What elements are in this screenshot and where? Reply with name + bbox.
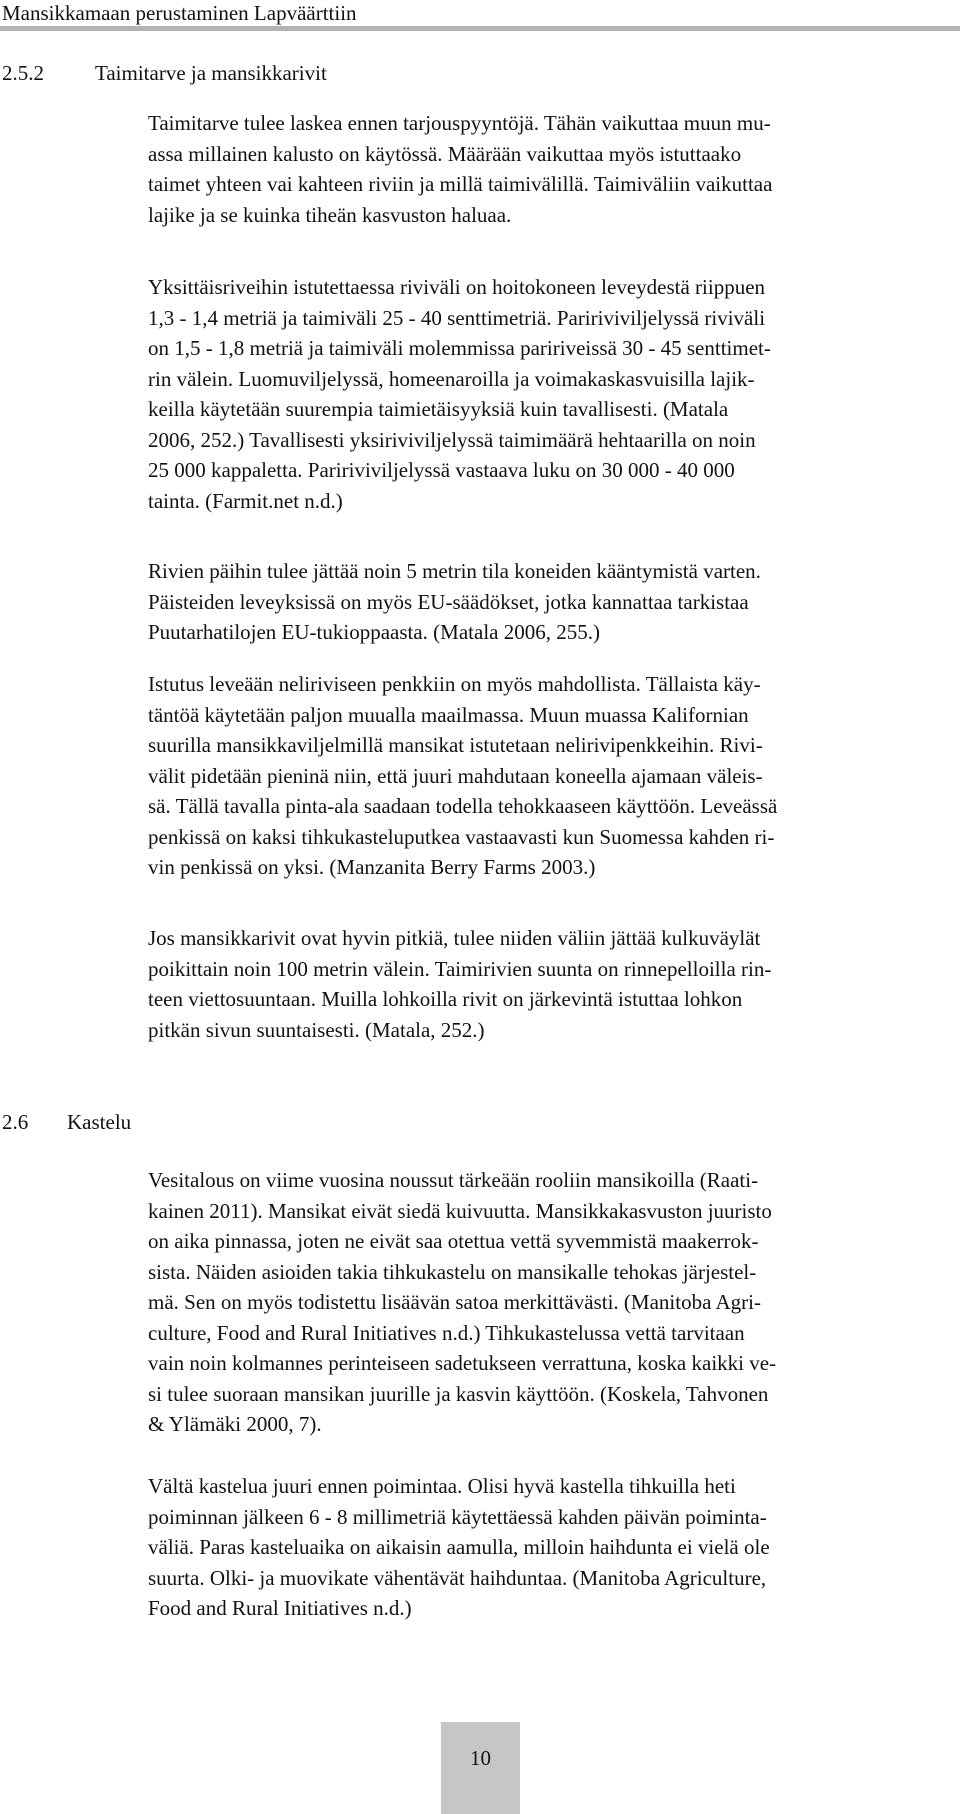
- section-heading-2-5-2: [2, 59, 327, 87]
- section-number: 2.5.2: [2, 61, 44, 85]
- section-title: Taimitarve ja mansikkarivit: [95, 61, 327, 85]
- paragraph: Vesitalous on viime vuosina noussut tärkeään rooliin mansikoilla (Raati- kainen 2011). Mansikat eivät siedä kuivuutta. Mansikkakasvuston juuristo on aika pinnassa, joten ne eivät saa otettua vettä syvemmistä maakerrok- sista. Näiden asioiden takia tihkukastelu on mansikalle tehokas järjestel- mä. Sen on myös todistettu lisäävän satoa merkittävästi. (Manitoba Agri- culture, Food and Rural Initiatives n.d.) Tihkukastelussa vettä tarvitaan vain noin kolmannes perinteiseen sadetukseen verrattuna, koska kaikki ve- si tulee suoraan mansikan juurille ja kasvin käyttöön. (Koskela, Tahvonen & Ylämäki 2000, 7).: [148, 1168, 777, 1436]
- page-number-box: [441, 1722, 520, 1814]
- section-title: Kastelu: [67, 1110, 132, 1134]
- paragraph: Taimitarve tulee laskea ennen tarjouspyyntöjä. Tähän vaikuttaa muun mu- assa millainen kalusto on käytössä. Määrään vaikuttaa myös istuttaako taimet yhteen vai kahteen riviin ja millä taimivälillä. Taimiväliin vaikuttaa lajike ja se kuinka tiheän kasvuston haluaa.: [148, 111, 773, 227]
- running-header: [0, 0, 960, 30]
- paragraph: Yksittäisriveihin istutettaessa riviväli on hoitokoneen leveydestä riippuen 1,3 - 1,4 metriä ja taimiväli 25 - 40 senttimetriä. Paririviviljelyssä riviväli on 1,5 - 1,8 metriä ja taimiväli molemmissa paririveissä 30 - 45 senttimet- rin välein. Luomuviljelyssä, homeenaroilla ja voimakaskasvuisilla lajik- keilla käytetään suurempia taimietäisyyksiä kuin tavallisesti. (Matala 2006, 252.) Tavallisesti yksiriviviljelyssä taimimäärä hehtaarilla on noin 25 000 kappaletta. Paririviviljelyssä vastaava luku on 30 000 - 40 000 tainta. (Farmit.net n.d.): [148, 275, 771, 513]
- paragraph: Istutus leveään neliriviseen penkkiin on myös mahdollista. Tällaista käy- täntöä käytetään paljon muualla maailmassa. Muun muassa Kalifornian suurilla mansikkaviljelmillä mansikat istutetaan nelirivipenkkeihin. Rivi- välit pidetään pieninä niin, että juuri mahdutaan koneella ajamaan väleis- sä. Tällä tavalla pinta-ala saadaan todella tehokkaaseen käyttöön. Leveässä penkissä on kaksi tihkukasteluputkea vastaavasti kun Suomessa kahden ri- vin penkissä on yksi. (Manzanita Berry Farms 2003.): [148, 672, 778, 879]
- paragraph: Jos mansikkarivit ovat hyvin pitkiä, tulee niiden väliin jättää kulkuväylät poikittain noin 100 metrin välein. Taimirivien suunta on rinnepelloilla rin- teen viettosuuntaan. Muilla lohkoilla rivit on järkevintä istuttaa lohkon pitkän sivun suuntaisesti. (Matala, 252.): [148, 926, 772, 1042]
- paragraph: Rivien päihin tulee jättää noin 5 metrin tila koneiden kääntymistä varten. Päisteiden leveyksissä on myös EU-säädökset, jotka kannattaa tarkistaa Puutarhatilojen EU-tukioppaasta. (Matala 2006, 255.): [148, 559, 761, 644]
- section-heading-2-6: [2, 1108, 131, 1136]
- document-title: Mansikkamaan perustaminen Lapväärttiin: [2, 1, 357, 25]
- section-number: 2.6: [2, 1110, 29, 1134]
- paragraph: Vältä kastelua juuri ennen poimintaa. Olisi hyvä kastella tihkuilla heti poiminnan jälkeen 6 - 8 millimetriä käytettäessä kahden päivän poiminta- väliä. Paras kasteluaika on aikaisin aamulla, milloin haihdunta ei vielä ole suurta. Olki- ja muovikate vähentävät haihduntaa. (Manitoba Agriculture, Food and Rural Initiatives n.d.): [148, 1474, 770, 1620]
- page-number: 10: [470, 1746, 491, 1770]
- header-rule: [0, 26, 960, 31]
